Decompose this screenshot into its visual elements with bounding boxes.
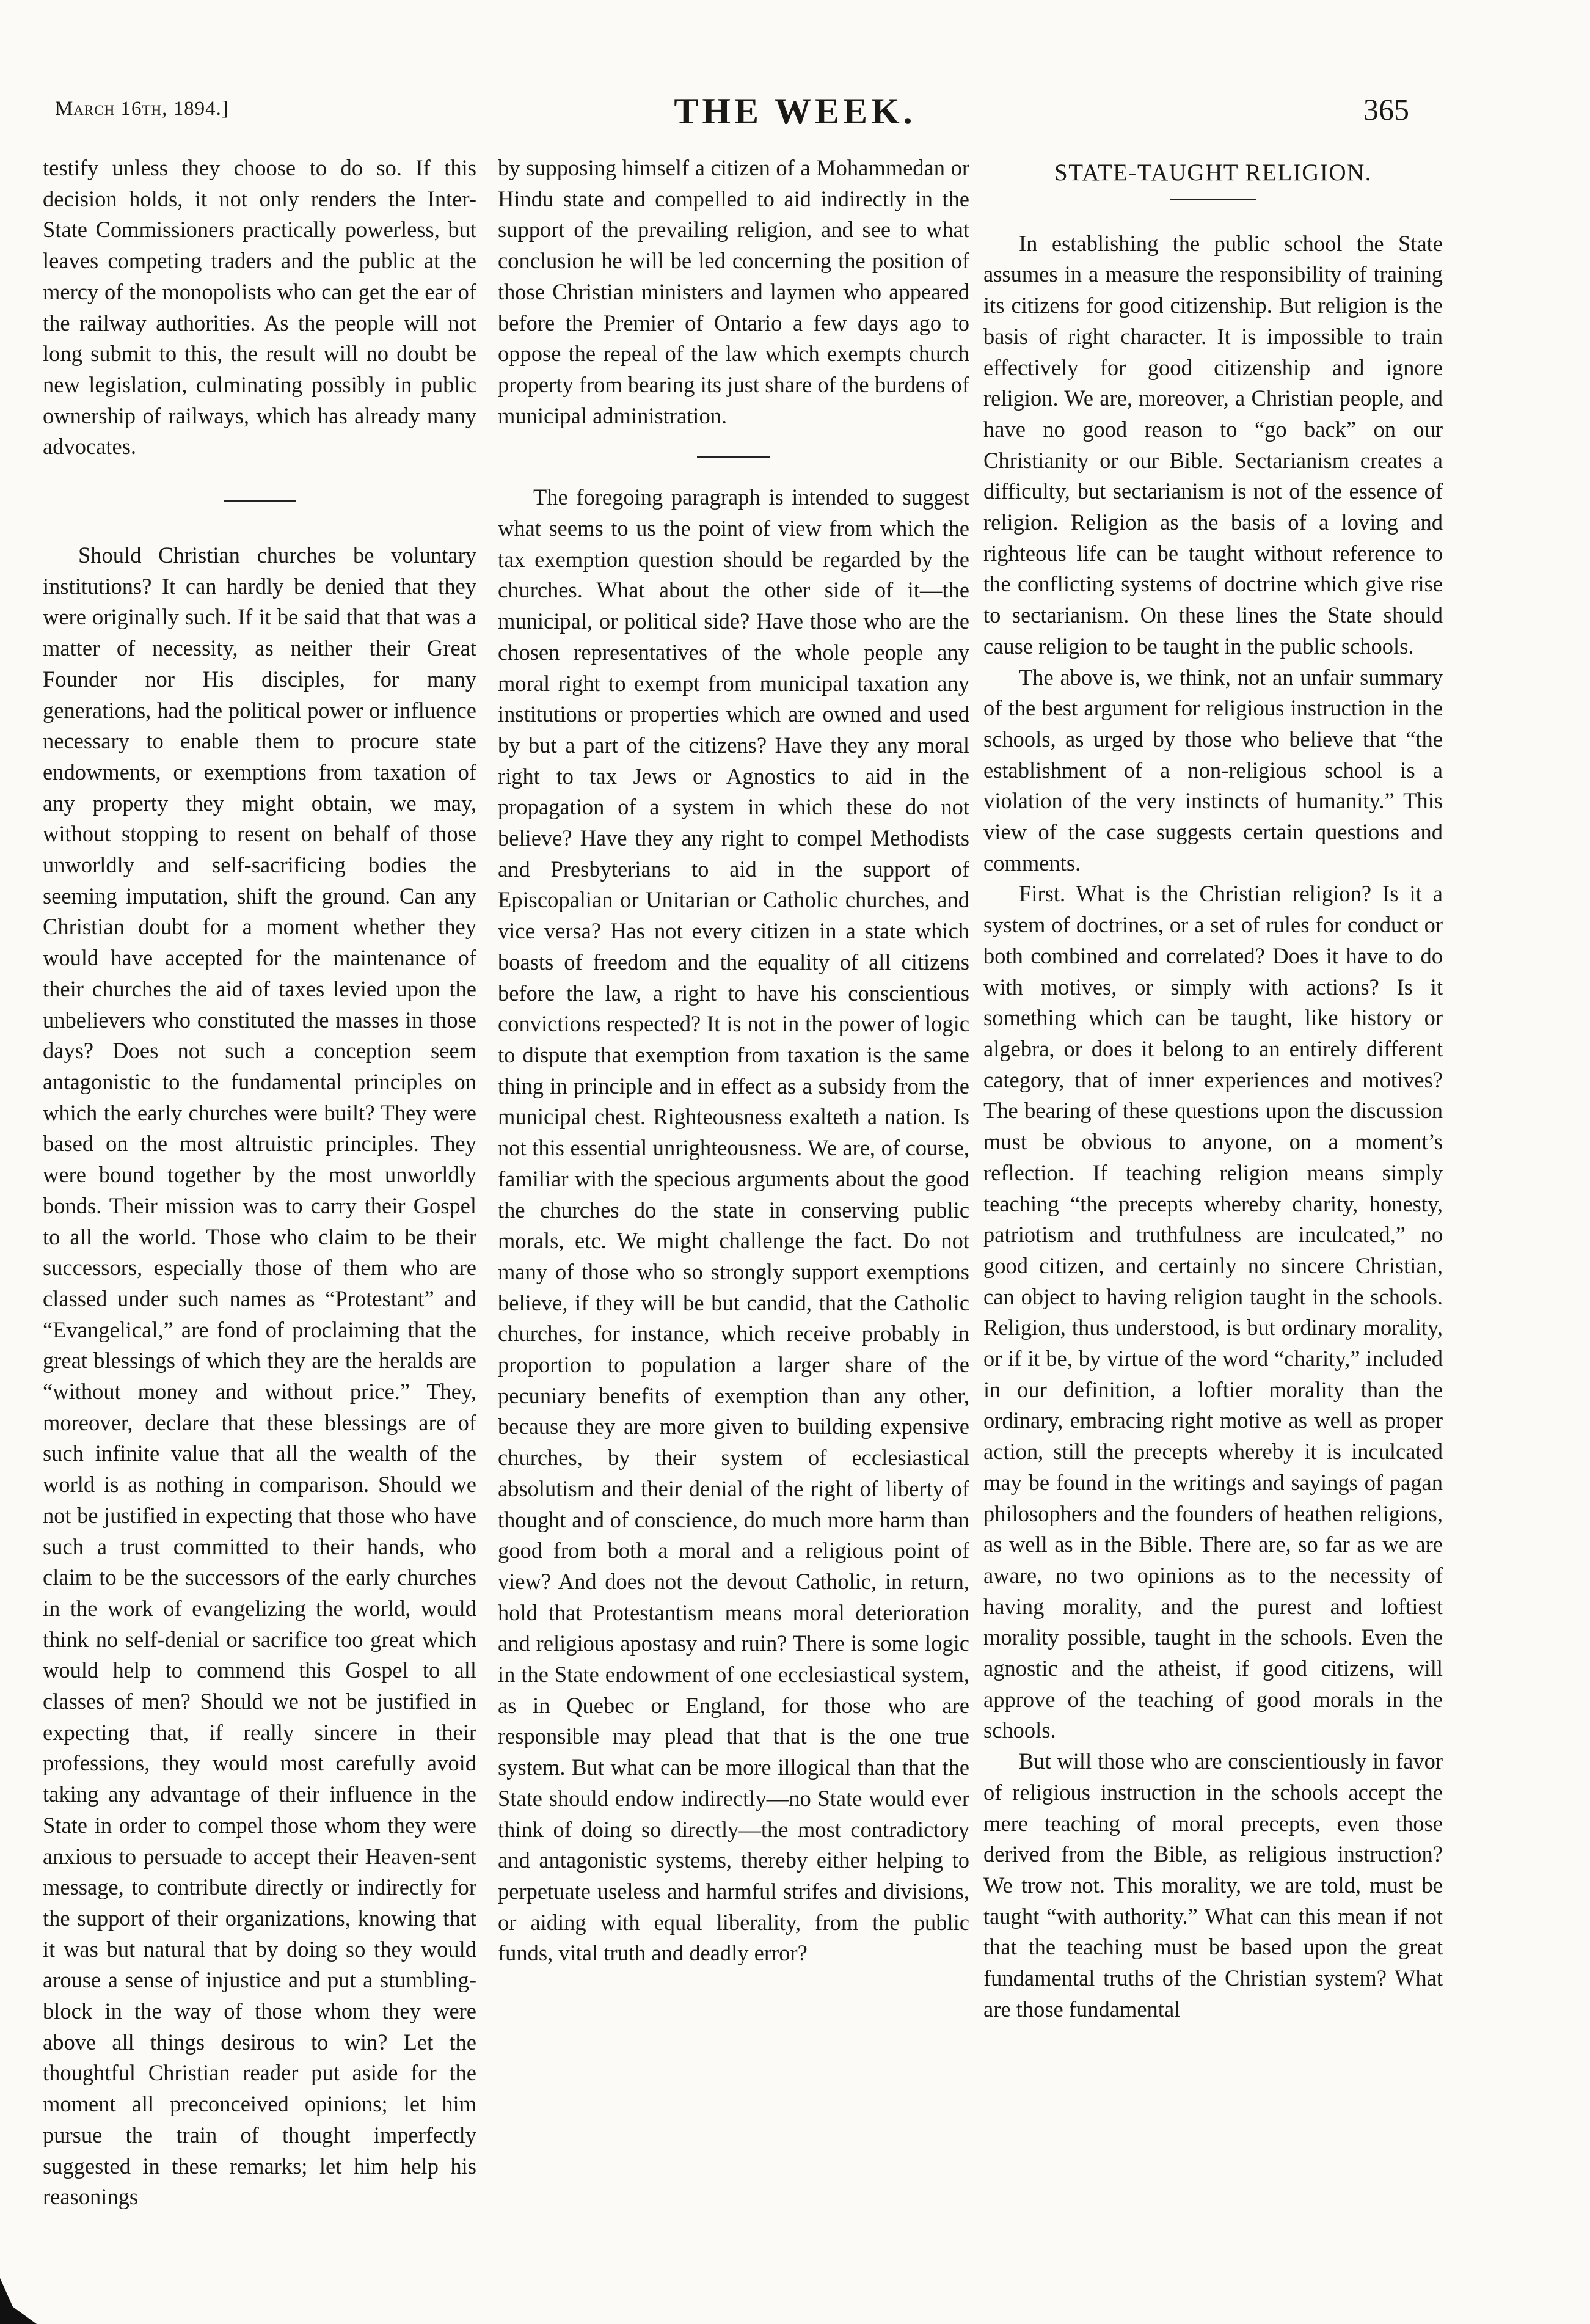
page-number: 365: [1363, 92, 1409, 126]
paragraph-tax-exemption: The foregoing paragraph is intended to suggest what seems to us the point of view from which the tax exemption question should be regarded by the churches. What about the other side of it—the municipal, or political side? Have those who are the chosen representatives of the whole people any moral right to exempt from municipal taxation any institutions or properties which are owned and used by but a part of the citizens? Have they any moral right to tax Jews or Agnostics to aid in the propagation of a system in which these do not believe? Have they any right to compel Methodists and Presbyterians to aid in the support of Episcopalian or Unitarian or Catholic churches, and vice versa? Has not every citizen in a state which boasts of freedom and the equality of all citizens before the law, a right to have his conscientious convictions respected? It is not in the power of logic to dispute that exemption from taxation is the same thing in principle and in effect as a subsidy from the municipal chest. Righteousness exalteth a nation. Is not this essential unrighteousness. We are, of course, familiar with the specious arguments about the good the churches do the state in conserving public morals, etc. We might challenge the fact. Do not many of those who so strongly support exemptions believe, if they will be but candid, that the Catholic churches, for instance, which receive probably in proportion to population a larger share of the pecuniary benefits of exemption than any other, because they are more given to building expensive churches, by their system of ecclesiastical absolutism and their denial of the right of liberty of thought and of conscience, do much more harm than good from both a moral and a religious point of view? And does not the devout Catholic, in return, hold that Protestantism means moral deterioration and religious apostasy and ruin? There is some logic in the State endowment of one ecclesiastical system, as in Quebec or England, for those who are responsible may plead that that is the one true system. But what can be more illogical than that the State should endow indirectly—no State would ever think of doing so directly—the most contradictory and antagonistic systems, thereby either helping to perpetuate useless and harmful strifes and divisions, or aiding with equal liberality, from the public funds, vital truth and deadly error?: [498, 484, 969, 1966]
paragraph-moral-precepts: But will those who are conscientiously in favor of religious instruction in the schools accept the mere teaching of moral precepts, even those derived from the Bible, as religious instruction? We trow not. This morality, we are told, must be taught “with authority.” What can this mean if not that the teaching must be based upon the great fundamental truths of the Christian system? What are those fundamental: [983, 1748, 1443, 2022]
paragraph-summary: The above is, we think, not an unfair summary of the best argument for religious instruction in the schools, as urged by those who believe that “the establishment of a non-religious school is a violation of the very instincts of humanity.” This view of the case suggests certain questions and comments.: [983, 664, 1443, 875]
paragraph-voluntary-churches: Should Christian churches be voluntary institutions? It can hardly be denied that they were originally such. If it be said that that was a matter of necessity, as neither their Great Founder nor His disciples, for many generations, had the political power or influence necessary to enable them to procure state endowments, or exemptions from taxation of any property they might obtain, we may, without stopping to resent on behalf of those unworldly and self-sacrificing bodies the seeming imputation, shift the ground. Can any Christian doubt for a moment whether they would have accepted for the maintenance of their churches the aid of taxes levied upon the unbelievers who constituted the masses in those days? Does not such a conception seem antagonistic to the fundamental principles on which the early churches were built? They were based on the most altruistic principles. They were bound together by the most unworldly bonds. Their mission was to carry their Gospel to all the world. Those who claim to be their successors, especially those of them who are classed under such names as “Protestant” and “Evangelical,” are fond of proclaiming that the great blessings of which they are the heralds are “without money and without price.” They, moreover, declare that these blessings are of such infinite value that all the wealth of the world is as nothing in comparison. Should we not be justified in expecting that those who have such a trust committed to their hands, who claim to be the successors of the early churches in the work of evangelizing the world, would think no self-denial or sacrifice too great which would help to commend this Gospel to all classes of men? Should we not be justified in expecting that, if really sincere in their professions, they would most carefully avoid taking any advantage of their influence in the State in order to compel those whom they were anxious to persuade to accept their Heaven-sent message, to contribute directly or indirectly for the support of their organizations, knowing that it was but natural that by doing so they would arouse a sense of injustice and put a stumbling-block in the way of those whom they were above all things desirous to win? Let the thoughtful Christian reader put aside for the moment all preconceived opinions; let him pursue the train of thought imperfectly suggested in these remarks; let him help his reasonings: [43, 543, 476, 2210]
section-divider: [224, 500, 296, 502]
section-divider: [697, 456, 770, 458]
paragraph-railway-commission: testify unless they choose to do so. If this decision holds, it not only renders the Inter-State Commissioners practically powerless, but leaves competing traders and the public at the mercy of the monopolists who can get the ear of the railway authorities. As the people will not long submit to this, the result will no doubt be new legislation, culminating possibly in public ownership of railways, which has already many advocates.: [43, 155, 476, 459]
article-heading: STATE-TAUGHT RELIGION.: [1054, 159, 1372, 186]
page-edge-ink-mark: [0, 2267, 37, 2324]
paragraph-public-school: In establishing the public school the State assumes in a measure the responsibility of training its citizens for good citizenship. But religion is the basis of right character. It is impossible to train effectively for good citizenship and ignore religion. We are, moreover, a Christian people, and have no good reason to “go back” on our Christianity or our Bible. Sectarianism creates a difficulty, but sectarianism is not of the essence of religion. Religion as the basis of a loving and righteous life can be taught without reference to the conflicting systems of doctrine which give rise to sectarianism. On these lines the State should cause religion to be taught in the public schools.: [983, 230, 1443, 659]
masthead-title: THE WEEK.: [674, 91, 916, 131]
column-right: [983, 153, 1443, 2025]
paragraph-mohammedan-state: by supposing himself a citizen of a Mohammedan or Hindu state and compelled to aid indirectly in the support of the prevailing religion, and see to what conclusion he will be led concerning the position of those Christian ministers and laymen who appeared before the Premier of Ontario a few days ago to oppose the repeal of the law which exempts church property from bearing its just share of the burdens of municipal administration.: [498, 155, 969, 428]
paragraph-first-question: First. What is the Christian religion? Is it a system of doctrines, or a set of rules for conduct or both combined and correlated? Does it have to do with motives, or simply with actions? Is it something which can be taught, like history or algebra, or does it belong to an entirely different category, that of inner experiences and motives? The bearing of these questions upon the discussion must be obvious to anyone, on a moment’s reflection. If teaching religion means simply teaching “the precepts whereby charity, honesty, patriotism and truthfulness are inculcated,” no good citizen, and certainly no sincere Christian, can object to having religion taught in the schools. Religion, thus understood, is but ordinary morality, or if it be, by virtue of the word “charity,” included in our definition, a loftier morality than the ordinary, embracing right motive as well as proper action, still the precepts whereby it is inculcated may be found in the writings and sayings of pagan philosophers and the founders of heathen religions, as well as in the Bible. There are, so far as we are aware, no two opinions as to the necessity of having morality, and the purest and loftiest morality possible, taught in the schools. Even the agnostic and the atheist, if good citizens, will approve of the teaching of good morals in the schools.: [983, 881, 1443, 1743]
column-middle: [498, 153, 969, 1969]
heading-rule: [1170, 199, 1256, 200]
column-left: [43, 153, 476, 2213]
issue-date: March 16th, 1894.]: [55, 98, 229, 120]
